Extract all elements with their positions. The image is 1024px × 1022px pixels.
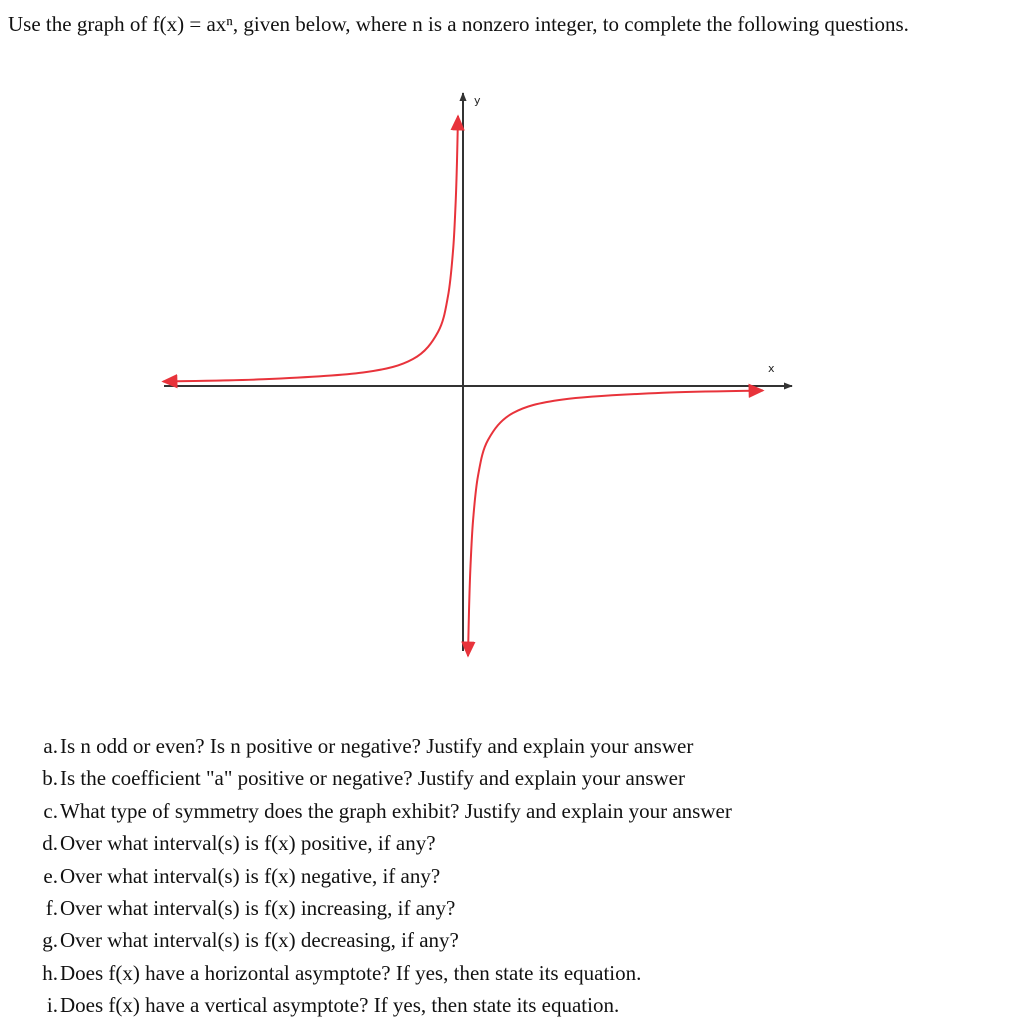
question-letter: a. [43,734,58,758]
question-letter: e. [43,863,58,888]
question-item [28,924,988,956]
question-text: Over what interval(s) is f(x) decreasing, if any? [60,928,459,953]
question-text: Over what interval(s) is f(x) negative, if any? [60,863,441,888]
curve-right-branch [468,391,763,657]
graph-canvas [150,85,810,660]
question-item [28,795,988,827]
question-letter: c. [43,798,58,823]
question-text: What type of symmetry does the graph exhibit? Justify and explain your answer [60,798,732,823]
question-text: Does f(x) have a horizontal asymptote? If yes, then state its equation. [60,960,642,985]
question-text: Over what interval(s) is f(x) positive, if any? [60,831,436,856]
question-item [28,860,988,892]
question-item [28,957,988,989]
function-graph [150,85,810,660]
question-list [28,730,988,1022]
question-letter: d. [42,831,58,856]
y-axis-label: y [474,94,481,107]
x-axis-label: x [768,362,775,375]
question-text: Is the coefficient "a" positive or negative? Justify and explain your answer [60,766,685,791]
question-text: Does f(x) have a vertical asymptote? If yes, then state its equation. [60,993,620,1018]
question-letter: i. [46,993,58,1018]
question-item [28,762,988,794]
question-letter: h. [42,960,58,985]
question-item [28,989,988,1021]
question-item [28,892,988,924]
question-letter: b. [42,766,58,791]
question-item [28,730,988,762]
question-item [28,827,988,859]
question-text: Is n odd or even? Is n positive or negative? Justify and explain your answer [60,734,694,758]
problem-statement [8,10,1016,38]
question-text: Over what interval(s) is f(x) increasing, if any? [60,896,456,921]
curve-left-branch [163,116,458,382]
question-letter: f. [45,896,58,921]
problem-statement-text: Use the graph of f(x) = axⁿ, given below, where n is a nonzero integer, to complete the following questions. [8,12,909,36]
question-letter: g. [42,928,58,953]
